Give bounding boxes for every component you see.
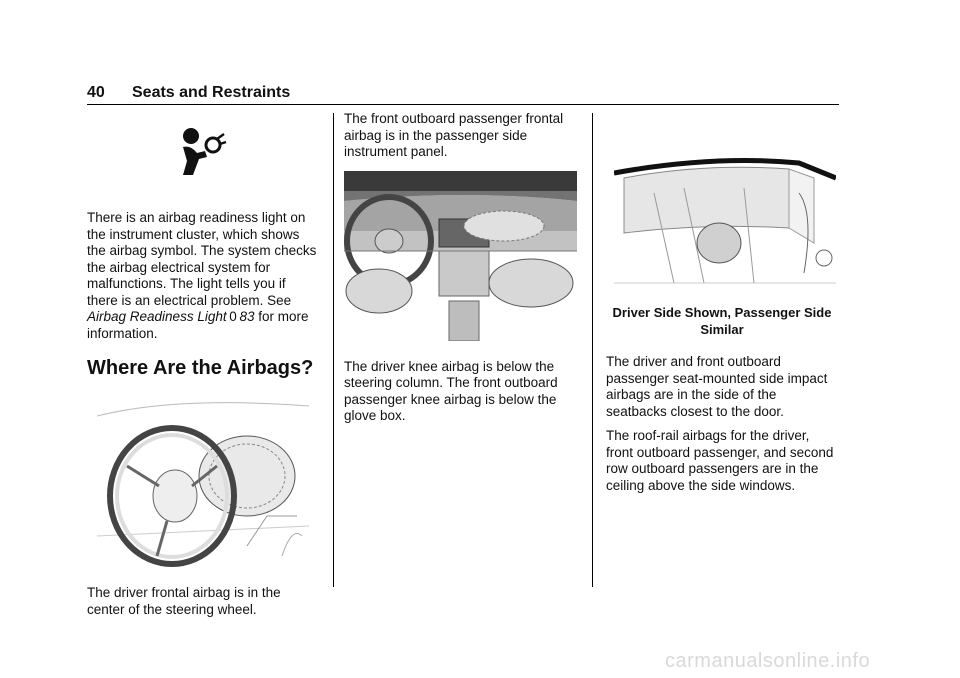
column-1: [87, 125, 319, 618]
airbag-readiness-icon: [177, 125, 227, 180]
page-ref-number[interactable]: 83: [239, 309, 255, 324]
airbag-readiness-link[interactable]: Airbag Readiness Light: [87, 309, 227, 324]
driver-airbag-paragraph: The driver frontal airbag is in the center of the steering wheel.: [87, 585, 281, 617]
airbag-light-paragraph: There is an airbag readiness light on the instrument cluster, which shows the airbag symbol. The system checks the airbag electrical system for malfunctions. The light tells you if there is an electrical problem. See Airbag Readiness Light 0 83 for more information.: [87, 210, 317, 341]
instrument-panel-illustration: [344, 171, 577, 341]
where-airbags-heading: Where Are the Airbags?: [87, 357, 314, 379]
page-ref-icon: 0: [229, 309, 237, 324]
side-impact-airbag-paragraph: The driver and front outboard passenger seat-mounted side impact airbags are in the side of the seatbacks closest to the door.: [606, 354, 828, 419]
steering-wheel-airbag-illustration: [97, 396, 309, 572]
roof-rail-airbag-paragraph: The roof-rail airbags for the driver, front outboard passenger, and second row outboard passengers are in the ceiling above the side windows.: [606, 428, 834, 493]
column-3: [606, 133, 838, 494]
section-title: Seats and Restraints: [132, 84, 291, 101]
knee-airbag-paragraph: The driver knee airbag is below the steering column. The front outboard passenger knee airbag is below the glove box.: [344, 358, 558, 423]
illustration-caption: Driver Side Shown, Passenger Side Similar: [612, 305, 832, 337]
site-watermark: carmanualsonline.info: [665, 650, 871, 672]
roof-rail-side-airbag-illustration: [614, 133, 836, 291]
column-divider-2: [592, 113, 593, 587]
passenger-airbag-paragraph: The front outboard passenger frontal airbag is in the passenger side instrument panel.: [344, 111, 564, 159]
column-divider-1: [333, 113, 334, 587]
page-header: [87, 82, 839, 105]
column-2: [344, 111, 579, 425]
page-number: 40: [87, 84, 105, 101]
